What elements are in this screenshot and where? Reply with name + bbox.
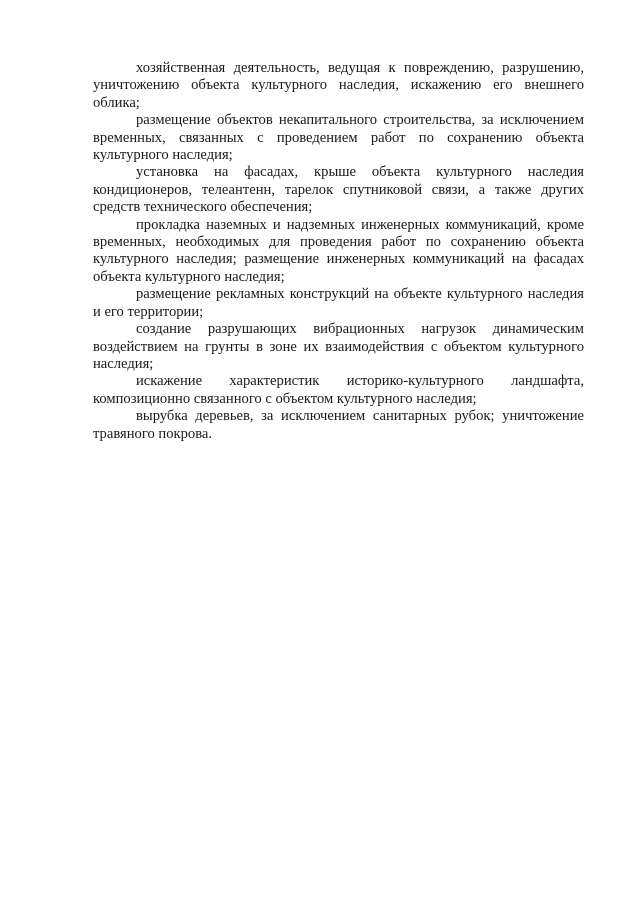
paragraph-advertising: размещение рекламных конструкций на объекте культурного наследия и его территории; (93, 286, 584, 320)
paragraph-temporary-structures: размещение объектов некапитального строительства, за исключением временных, связанных с проведением работ по сохранению объекта культурного наследия; (93, 112, 584, 164)
paragraph-economic-activity: хозяйственная деятельность, ведущая к повреждению, разрушению, уничтожению объекта культурного наследия, искажению его внешнего облика; (93, 60, 584, 111)
paragraph-tree-felling: вырубка деревьев, за исключением санитарных рубок; уничтожение травяного покрова. (93, 408, 584, 442)
paragraph-facade-equipment: установка на фасадах, крыше объекта культурного наследия кондиционеров, телеантенн, тарелок спутниковой связи, а также других средств технического обеспечения; (93, 164, 584, 216)
paragraph-utility-lines: прокладка наземных и надземных инженерных коммуникаций, кроме временных, необходимых для проведения работ по сохранению объекта культурного наследия; размещение инженерных коммуникаций на фасадах объекта культурного наследия; (93, 216, 584, 285)
document-page (93, 60, 584, 443)
paragraph-landscape-distortion: искажение характеристик историко-культурного ландшафта, композиционно связанного с объектом культурного наследия; (93, 373, 584, 407)
paragraph-vibration-loads: создание разрушающих вибрационных нагрузок динамическим воздействием на грунты в зоне их взаимодействия с объектом культурного наследия; (93, 321, 584, 372)
